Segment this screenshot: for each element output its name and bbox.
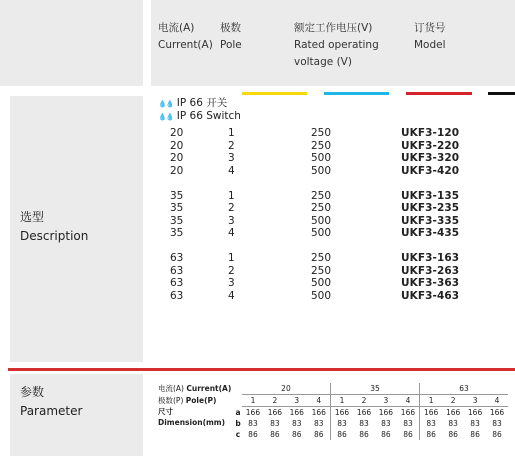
param-pole-value: 4 (308, 395, 331, 407)
param-current-label (158, 383, 234, 395)
cell-voltage: 500 (311, 152, 332, 164)
table-row (158, 127, 508, 140)
description-table (158, 127, 508, 302)
header-current-en: Current(A) (158, 39, 213, 51)
param-dim-value: 86 (359, 430, 369, 439)
param-row-dim-b (158, 418, 508, 429)
param-current-value: 35 (330, 383, 419, 395)
param-current-value: 20 (242, 383, 330, 395)
param-pole-value: 1 (242, 395, 264, 407)
param-dim-value: 166 (289, 408, 304, 417)
water-drop-icon: 💧💧 (158, 113, 174, 121)
param-current-cn: 电流(A) (158, 384, 184, 394)
param-pole-value: 3 (286, 395, 308, 407)
param-pole-value: 2 (442, 395, 464, 407)
header-voltage-en2: voltage (V) (294, 56, 352, 68)
table-row (158, 265, 508, 278)
cell-voltage: 250 (311, 139, 332, 152)
param-dim-value: 83 (270, 419, 280, 428)
cell-current: 35 (170, 227, 184, 239)
param-dim-value: 83 (291, 419, 302, 428)
param-dim-value: 86 (330, 429, 353, 440)
param-dim-en: Dimension(mm) (158, 418, 226, 427)
cell-current: 20 (170, 127, 184, 139)
cell-model: UKF3-163 (401, 252, 460, 264)
table-row (158, 227, 508, 240)
param-dim-key: b (235, 419, 241, 428)
param-dim-value: 166 (489, 408, 505, 417)
table-row (158, 202, 508, 215)
cell-pole: 4 (228, 289, 235, 302)
param-pole-value: 1 (330, 395, 353, 407)
header-model-en: Model (414, 39, 446, 51)
cell-current: 35 (170, 189, 184, 202)
param-dim-label (158, 429, 234, 440)
water-drop-icon: 💧💧 (158, 100, 174, 108)
cell-voltage: 250 (311, 264, 332, 277)
color-bar-cyan (324, 92, 389, 95)
cell-pole: 4 (228, 164, 235, 177)
parameter-label-en: Parameter (20, 404, 83, 418)
cell-model: UKF3-420 (401, 164, 460, 177)
header-pole-en: Pole (220, 39, 242, 51)
parameter-label (20, 383, 82, 421)
cell-voltage: 250 (311, 202, 332, 214)
cell-voltage: 500 (311, 214, 332, 227)
param-dim-value: 86 (470, 430, 480, 439)
cell-current: 20 (170, 152, 184, 164)
cell-model: UKF3-120 (401, 127, 460, 139)
param-dim-label (158, 407, 234, 419)
param-pole-value: 3 (375, 395, 397, 407)
param-pole-value: 2 (264, 395, 286, 407)
param-pole-value: 1 (420, 395, 443, 407)
param-dim-value: 86 (314, 430, 324, 439)
cell-voltage: 250 (311, 127, 332, 139)
cell-current: 35 (170, 214, 184, 227)
cell-pole: 4 (228, 227, 235, 239)
cell-pole: 3 (228, 277, 235, 289)
table-row (158, 290, 508, 303)
cell-model: UKF3-135 (401, 189, 460, 202)
cell-current: 20 (170, 164, 184, 177)
param-current-value: 63 (420, 383, 508, 395)
cell-model: UKF3-263 (401, 264, 460, 277)
group-spacer (158, 240, 508, 253)
param-dim-value: 83 (359, 419, 369, 428)
group-spacer (158, 177, 508, 190)
param-dim-key: c (235, 430, 241, 439)
section-divider (8, 368, 515, 371)
cell-pole: 2 (228, 139, 235, 152)
param-dim-value: 86 (420, 429, 443, 440)
cell-model: UKF3-435 (401, 227, 460, 239)
cell-model: UKF3-235 (401, 202, 460, 214)
param-pole-value: 4 (397, 395, 420, 407)
product-title (158, 97, 241, 123)
param-dim-value: 83 (448, 419, 458, 428)
param-dim-value: 83 (381, 419, 391, 428)
param-dim-key: a (235, 407, 241, 417)
cell-pole: 3 (228, 152, 235, 164)
param-dim-value: 166 (267, 408, 283, 417)
header-voltage (294, 20, 379, 71)
description-label (20, 208, 88, 246)
table-row (158, 152, 508, 165)
param-row-dim-a (158, 407, 508, 419)
param-dim-value: 86 (248, 430, 258, 439)
param-dim-value: 83 (470, 419, 480, 428)
param-dim-value: 166 (420, 407, 443, 419)
description-label-cn: 选型 (20, 210, 45, 224)
header-current-cn: 电流(A) (158, 22, 195, 34)
parameter-table (158, 383, 508, 440)
cell-pole: 3 (228, 214, 235, 227)
product-title-en: IP 66 Switch (176, 110, 241, 122)
param-pole-cn: 极数(P) (158, 396, 184, 405)
param-dim-value: 166 (467, 408, 483, 417)
param-dim-value: 166 (378, 408, 394, 417)
param-dim-value: 83 (314, 419, 324, 428)
cell-voltage: 500 (311, 227, 332, 239)
cell-model: UKF3-363 (401, 277, 460, 289)
cell-current: 63 (170, 289, 184, 302)
cell-current: 35 (170, 202, 184, 214)
header-current (158, 20, 213, 54)
color-bar-yellow (242, 92, 307, 95)
param-pole-value: 4 (486, 395, 508, 407)
header-voltage-en1: Rated operating (294, 39, 379, 51)
param-dim-value: 83 (420, 418, 443, 429)
cell-model: UKF3-220 (401, 139, 460, 152)
product-title-cn-row (158, 97, 241, 110)
param-dim-value: 86 (492, 430, 502, 439)
header-model-cn: 订货号 (414, 22, 446, 34)
param-dim-value: 166 (400, 408, 416, 417)
param-key-spacer (234, 383, 242, 395)
param-dim-label (158, 418, 234, 429)
table-row (158, 140, 508, 153)
table-row (158, 277, 508, 290)
cell-voltage: 500 (311, 289, 332, 302)
cell-pole: 1 (228, 127, 235, 139)
param-dim-value: 83 (403, 419, 413, 428)
param-pole-value: 2 (353, 395, 375, 407)
param-pole-value: 3 (464, 395, 486, 407)
param-dim-value: 166 (446, 408, 461, 417)
param-dim-value: 86 (291, 430, 302, 439)
cell-pole: 2 (228, 202, 235, 214)
cell-current: 20 (170, 139, 184, 152)
cell-current: 63 (170, 277, 184, 289)
cell-model: UKF3-320 (401, 152, 460, 164)
product-title-en-row (158, 110, 241, 123)
description-label-en: Description (20, 229, 89, 243)
table-row (158, 215, 508, 228)
param-pole-en: Pole(P) (185, 396, 217, 405)
param-dim-cn: 尺寸 (158, 406, 173, 416)
param-dim-value: 166 (311, 408, 326, 417)
cell-voltage: 500 (311, 277, 332, 289)
cell-current: 63 (170, 252, 184, 264)
cell-voltage: 250 (311, 252, 332, 264)
param-dim-value: 83 (248, 419, 258, 428)
param-dim-value: 86 (381, 430, 391, 439)
param-row-pole (158, 395, 508, 407)
color-bar-black (488, 92, 515, 95)
param-dim-value: 86 (270, 430, 280, 439)
left-header-bg (0, 0, 143, 86)
cell-model: UKF3-335 (401, 214, 460, 227)
param-dim-value: 83 (492, 419, 502, 428)
cell-pole: 1 (228, 252, 235, 264)
param-dim-value: 86 (403, 430, 413, 439)
parameter-table-wrap (158, 383, 508, 440)
cell-pole: 2 (228, 264, 235, 277)
param-row-current (158, 383, 508, 395)
cell-current: 63 (170, 264, 184, 277)
header-model (414, 20, 446, 54)
param-dim-value: 166 (245, 408, 261, 417)
param-key-spacer (234, 395, 242, 407)
cell-model: UKF3-463 (401, 289, 460, 302)
param-dim-value: 83 (330, 418, 353, 429)
table-row (158, 190, 508, 203)
cell-pole: 1 (228, 189, 235, 202)
param-pole-label (158, 395, 234, 407)
header-pole-cn: 极数 (220, 22, 241, 34)
header-pole (220, 20, 242, 54)
param-row-dim-c (158, 429, 508, 440)
color-bar-red (406, 92, 472, 95)
product-title-cn: IP 66 开关 (176, 97, 228, 109)
param-dim-value: 166 (330, 407, 353, 419)
param-dim-value: 166 (356, 408, 372, 417)
header-voltage-cn: 额定工作电压(V) (294, 22, 373, 34)
param-dim-value: 86 (448, 430, 458, 439)
table-row (158, 165, 508, 178)
table-row (158, 252, 508, 265)
cell-voltage: 250 (311, 189, 332, 202)
parameter-label-cn: 参数 (20, 385, 45, 399)
param-current-en: Current(A) (186, 384, 232, 394)
cell-voltage: 500 (311, 164, 332, 177)
